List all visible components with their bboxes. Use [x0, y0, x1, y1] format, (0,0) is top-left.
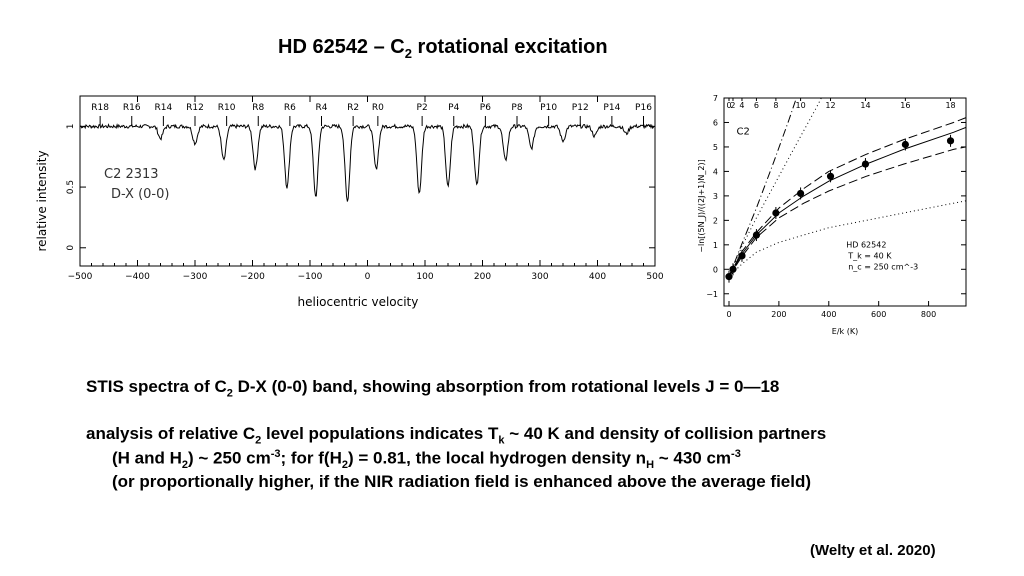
model-curve-dashdot: [729, 98, 796, 277]
x-tick-label: 800: [920, 310, 937, 319]
x-tick-label: 300: [531, 272, 549, 282]
bullet-stis-spectra: STIS spectra of $C_2$ D-X (0-0) band, showing absorption from rotational levels J = 0—18: [86, 377, 780, 400]
y-tick-label: 4: [712, 167, 718, 177]
plot-frame: [724, 98, 966, 306]
line-marker-label: R8: [252, 103, 265, 113]
annotation-line-2: D-X (0-0): [111, 187, 170, 202]
j-level-label: 6: [753, 101, 759, 110]
x-tick-label: 0: [726, 310, 732, 319]
x-axis-label: E/k (K): [831, 327, 859, 336]
line-marker-label: R4: [315, 103, 328, 113]
x-tick-label: 200: [771, 310, 787, 319]
y-tick-label: 0: [712, 265, 718, 275]
excitation-chart: [690, 84, 975, 354]
citation: (Welty et al. 2020): [810, 542, 936, 559]
line-marker-label: R12: [186, 103, 204, 113]
spectrum-chart: [28, 86, 668, 316]
j-level-label: 2: [730, 101, 736, 110]
line-marker-label: R6: [283, 103, 296, 113]
x-tick-label: −400: [125, 272, 150, 282]
x-tick-label: −200: [240, 272, 265, 282]
x-tick-label: 200: [473, 272, 492, 282]
y-tick-label: 0.5: [66, 179, 76, 195]
line-marker-label: P8: [511, 103, 523, 113]
y-tick-label: 0: [66, 244, 76, 251]
annotation-line-1: C2 2313: [104, 167, 159, 182]
j-level-label: 4: [739, 101, 745, 110]
x-tick-label: −100: [297, 272, 323, 282]
y-tick-label: 3: [712, 191, 718, 201]
line-marker-label: P12: [571, 103, 589, 113]
legend-tk: T_k = 40 K: [848, 251, 892, 261]
slide-title: HD $62542 - C_2$ rotational excitation: [278, 36, 608, 61]
line-marker-label: R14: [154, 103, 173, 113]
legend-star: HD 62542: [846, 240, 887, 250]
bullet-analysis: analysis of relative $C_2$ level populations indicates $T_k$ ~ 40 K and density of collision partners: [86, 424, 827, 447]
bullet-analysis-line2: (H and $H_2$) ~ 250 $cm^{-3}$; for $f(H_2) = 0.81$, the local hydrogen density $n_H$ ~ 430 $cm^{-3}$: [112, 448, 741, 472]
line-marker-label: R16: [122, 103, 141, 113]
line-marker-label: P10: [540, 103, 558, 113]
y-tick-label: 1: [66, 123, 76, 130]
line-marker-label: R2: [347, 103, 360, 113]
j-level-label: 18: [945, 101, 956, 110]
x-tick-label: −500: [67, 272, 93, 282]
line-marker-label: R10: [217, 103, 236, 113]
x-tick-label: 0: [364, 272, 371, 282]
line-marker-label: P4: [448, 103, 460, 113]
j-level-label: 0: [726, 101, 732, 110]
bullet-analysis-line3: (or proportionally higher, if the NIR radiation field is enhanced above the average field): [112, 472, 812, 491]
y-tick-label: 7: [712, 94, 718, 103]
line-marker-label: R0: [371, 103, 384, 113]
x-tick-label: 100: [416, 272, 434, 282]
line-marker-label: P14: [603, 103, 621, 113]
species-label: C2: [736, 126, 750, 138]
line-marker-label: P6: [479, 103, 491, 113]
x-tick-label: 400: [821, 310, 837, 319]
legend-nc: n_c = 250 cm^-3: [848, 262, 919, 272]
y-tick-label: 5: [712, 142, 718, 152]
line-marker-label: P16: [635, 103, 652, 113]
x-tick-label: −300: [182, 272, 208, 282]
j-level-label: 8: [773, 101, 779, 110]
j-level-label: 10: [795, 101, 806, 110]
x-tick-label: 600: [871, 310, 887, 319]
y-tick-label: −1: [706, 289, 718, 299]
y-tick-label: 2: [712, 216, 718, 226]
line-marker-label: P2: [416, 103, 428, 113]
y-tick-label: 1: [712, 240, 718, 250]
j-level-label: 16: [900, 101, 911, 110]
x-axis-label: heliocentric velocity: [297, 295, 419, 309]
x-tick-label: 500: [646, 272, 664, 282]
y-axis-label: relative intensity: [35, 150, 49, 252]
plot-frame: [80, 96, 655, 266]
y-tick-label: 6: [712, 118, 718, 128]
line-marker-label: R18: [91, 103, 109, 113]
y-axis-label: −ln[(5N_J)/((2J+1)N_2)]: [697, 159, 706, 253]
j-level-label: 14: [860, 101, 871, 110]
x-tick-label: 400: [588, 272, 607, 282]
j-level-label: 12: [825, 101, 836, 110]
